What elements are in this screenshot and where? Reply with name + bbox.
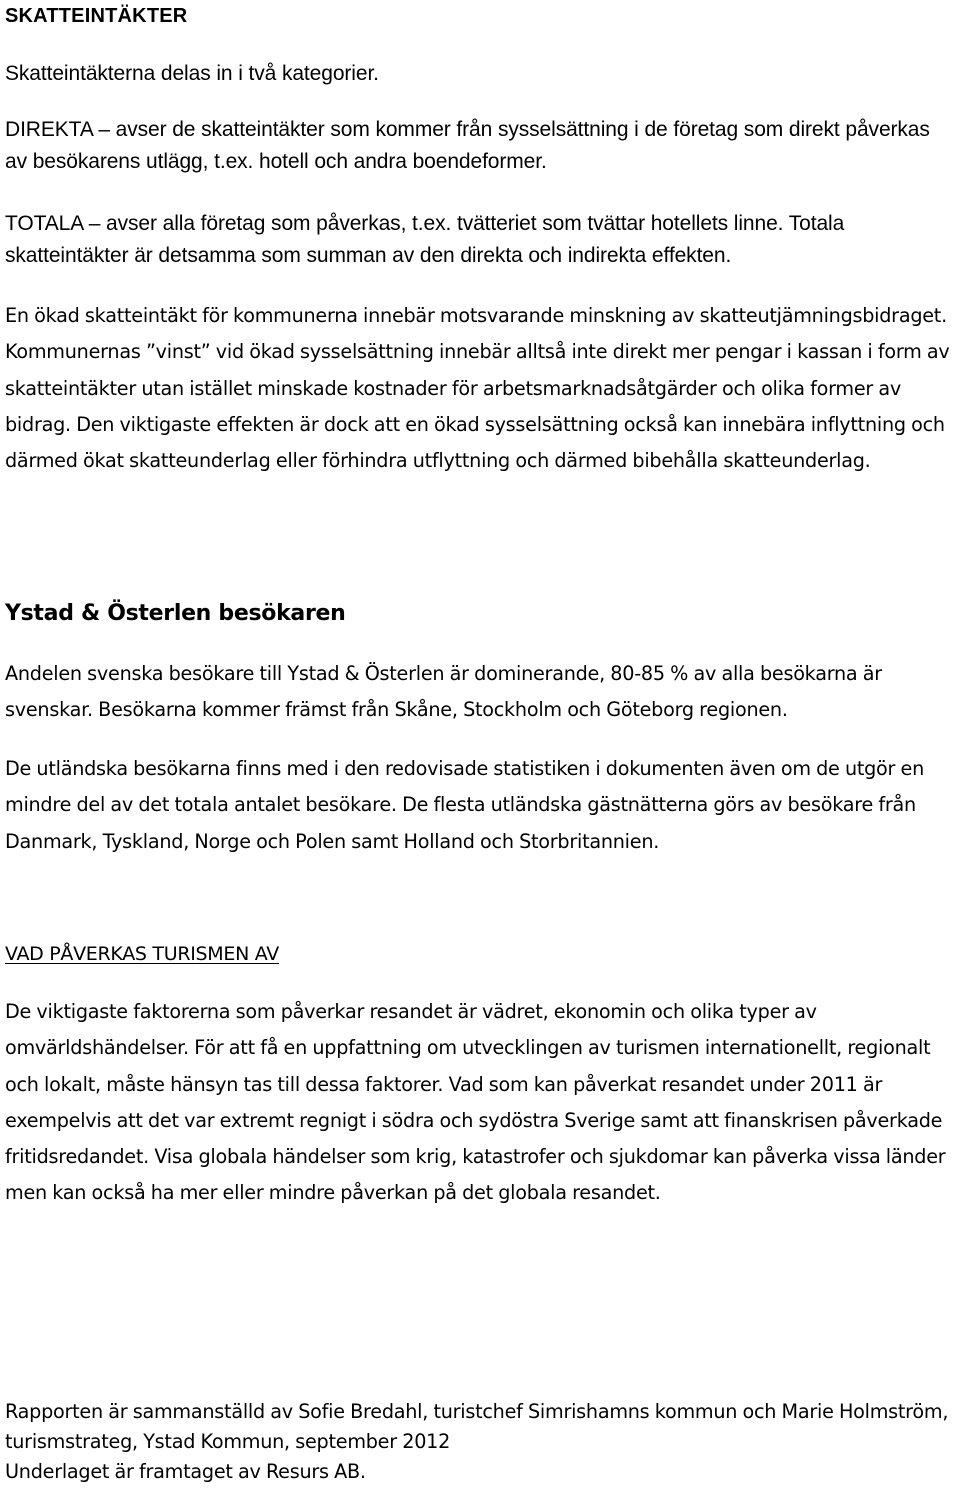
tax-body-paragraph: En ökad skatteintäkt för kommunerna innebär motsvarande minskning av skatteutjämningsbidraget. Kommunernas ”vinst” vid ökad sysselsättning innebär alltså inte direkt mer pengar i kassan i form av skatteintäkter utan istället minskade kostnader för arbetsmarknadsåtgärder och olika former av bidrag. Den viktigaste effekten är dock att en ökad sysselsättning också kan innebära inflyttning och därmed ökat skatteunderlag eller förhindra utflyttning och därmed bibehålla skatteunderlag. xyxy=(5,304,950,473)
tax-heading: SKATTEINTÄKTER xyxy=(5,5,188,27)
visitor-paragraph-2: De utländska besökarna finns med i den redovisade statistiken i dokumenten även om de utgör en mindre del av det totala antalet besökare. De flesta utländska gästnätterna görs av besökare från Danmark, Tyskland, Norge och Polen samt Holland och Storbritannien. xyxy=(5,757,925,853)
factors-heading: VAD PÅVERKAS TURISMEN AV xyxy=(5,943,279,965)
data-source: Underlaget är framtaget av Resurs AB. xyxy=(5,1460,366,1483)
visitor-heading: Ystad & Österlen besökaren xyxy=(5,601,346,626)
tax-totala-paragraph: TOTALA – avser alla företag som påverkas, t.ex. tvätteriet som tvättar hotellets linne. Totala skatteintäkter är detsamma som summan av den direkta och indirekta effekten. xyxy=(5,212,845,267)
factors-paragraph: De viktigaste faktorerna som påverkar resandet är vädret, ekonomin och olika typer av omvärldshändelser. För att få en uppfattning om utvecklingen av turismen internationellt, regionalt och lokalt, måste hänsyn tas till dessa faktorer. Vad som kan påverkat resandet under 2011 är exempelvis att det var extremt regnigt i södra och sydöstra Sverige samt att finanskrisen påverkade fritidsredandet. Visa globala händelser som krig, katastrofer och sjukdomar kan påverka vissa länder men kan också ha mer eller mindre påverkan på det globala resandet. xyxy=(5,1000,946,1205)
visitor-paragraph-1: Andelen svenska besökare till Ystad & Österlen är dominerande, 80-85 % av alla besökarna är svenskar. Besökarna kommer främst från Skåne, Stockholm och Göteborg regionen. xyxy=(5,662,882,722)
tax-intro: Skatteintäkterna delas in i två kategorier. xyxy=(5,62,379,85)
report-credit: Rapporten är sammanställd av Sofie Bredahl, turistchef Simrishamns kommun och Marie Holmström, turismstrateg, Ystad Kommun, september 2012 xyxy=(5,1400,949,1453)
tax-direkta-paragraph: DIREKTA – avser de skatteintäkter som kommer från sysselsättning i de företag som direkt påverkas av besökarens utlägg, t.ex. hotell och andra boendeformer. xyxy=(5,118,930,173)
